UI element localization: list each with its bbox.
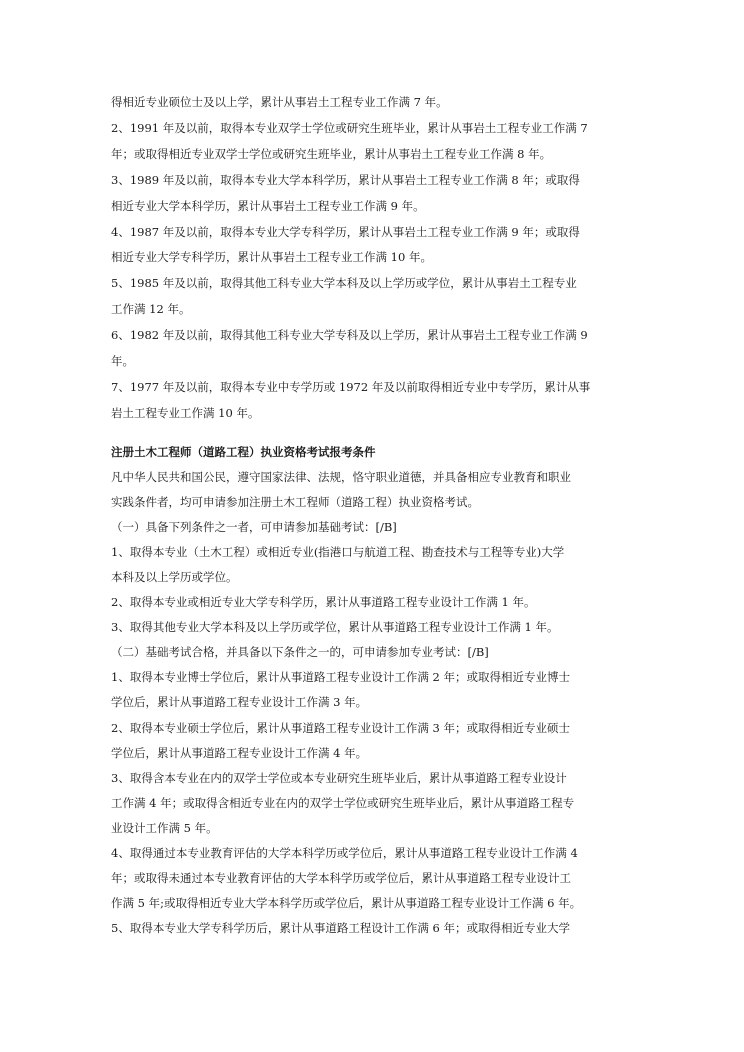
text-line: 本科及以上学历或学位。 [111,570,238,585]
section-heading-road-engineering: 注册土木工程师（道路工程）执业资格考试报考条件 [111,445,376,459]
text-line: 年；或取得相近专业双学士学位或研究生班毕业，累计从事岩土工程专业工作满 8 年。 [111,146,552,161]
text-line: 学位后，累计从事道路工程专业设计工作满 4 年。 [111,745,368,760]
text-line: 业设计工作满 5 年。 [111,820,218,835]
text-line: （二）基础考试合格，并具备以下条件之一的，可申请参加专业考试：[/B] [111,645,489,660]
text-line: 工作满 12 年。 [111,302,191,317]
text-line: 2、取得本专业硕士学位后，累计从事道路工程专业设计工作满 3 年；或取得相近专业硕士 [111,720,570,735]
text-line: 4、取得通过本专业教育评估的大学本科学历或学位后，累计从事道路工程专业设计工作满 4 [111,845,578,860]
text-line: 1、取得本专业博士学位后，累计从事道路工程专业设计工作满 2 年；或取得相近专业博士 [111,670,570,685]
text-line: 2、取得本专业或相近专业大学专科学历，累计从事道路工程专业设计工作满 1 年。 [111,595,536,610]
text-line: 岩土工程专业工作满 10 年。 [111,405,260,420]
text-line: 工作满 4 年；或取得含相近专业在内的双学士学位或研究生班毕业后，累计从事道路工程专 [111,795,575,810]
text-line: 4、1987 年及以前，取得本专业大学专科学历，累计从事岩土工程专业工作满 9 年；或取得 [111,224,580,239]
text-line: 相近专业大学专科学历，累计从事岩土工程专业工作满 10 年。 [111,250,432,265]
text-line: 得相近专业硕位士及以上学，累计从事岩土工程专业工作满 7 年。 [111,95,448,109]
text-line: 3、取得其他专业大学本科及以上学历或学位，累计从事道路工程专业设计工作满 1 年。 [111,620,559,635]
text-line: 3、取得含本专业在内的双学士学位或本专业研究生班毕业后，累计从事道路工程专业设计 [111,770,567,785]
text-line: 实践条件者，均可申请参加注册土木工程师（道路工程）执业资格考试。 [111,495,479,510]
text-line: 学位后，累计从事道路工程专业设计工作满 3 年。 [111,695,368,710]
text-line: 1、取得本专业（土木工程）或相近专业(指港口与航道工程、勘查技术与工程等专业)大学 [111,545,565,560]
text-line: 年；或取得未通过本专业教育评估的大学本科学历或学位后，累计从事道路工程专业设计工 [111,870,571,885]
text-line: （一）具备下列条件之一者，可申请参加基础考试：[/B] [111,520,397,535]
text-line: 7、1977 年及以前，取得本专业中专学历或 1972 年及以前取得相近专业中专学历，累计从事 [111,379,591,394]
text-line: 5、1985 年及以前，取得其他工科专业大学本科及以上学历或学位，累计从事岩土工程专业 [111,276,577,291]
text-line: 凡中华人民共和国公民，遵守国家法律、法规，恪守职业道德，并具备相应专业教育和职业 [111,470,571,484]
text-line: 6、1982 年及以前，取得其他工科专业大学专科及以上学历，累计从事岩土工程专业工作满 9 [111,328,588,343]
text-line: 3、1989 年及以前，取得本专业大学本科学历，累计从事岩土工程专业工作满 8 年；或取得 [111,172,580,187]
text-line: 年。 [111,354,134,368]
text-line: 作满 5 年;或取得相近专业大学本科学历或学位后，累计从事道路工程专业设计工作满 6 年。 [111,895,582,910]
text-line: 2、1991 年及以前，取得本专业双学士学位或研究生班毕业，累计从事岩土工程专业工作满 7 [111,120,588,135]
text-line: 相近专业大学本科学历，累计从事岩土工程专业工作满 9 年。 [111,198,425,213]
text-line: 5、取得本专业大学专科学历后，累计从事道路工程设计工作满 6 年；或取得相近专业大学 [111,920,570,935]
